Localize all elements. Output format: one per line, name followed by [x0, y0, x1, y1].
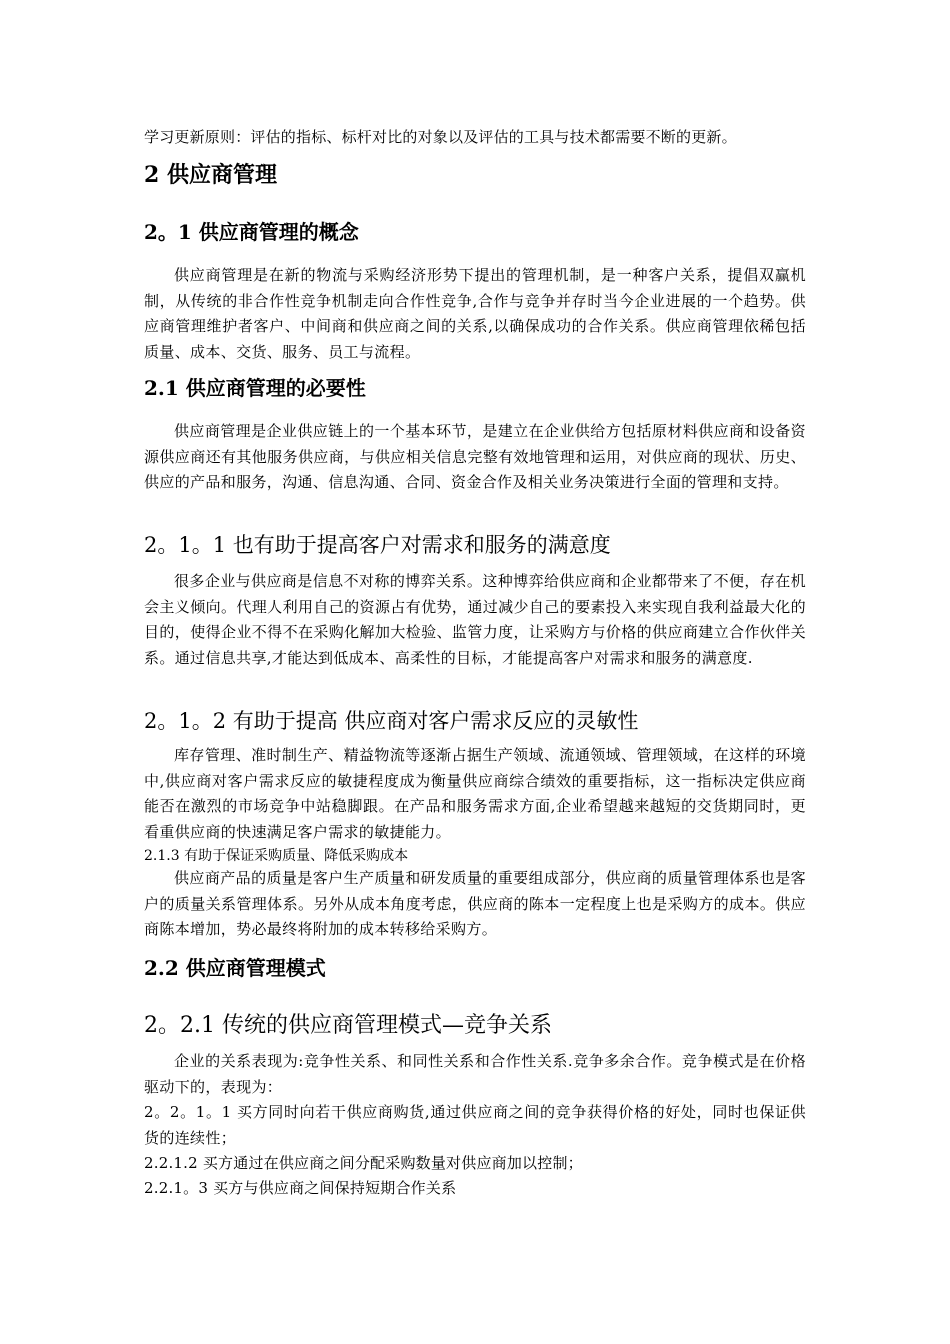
list-item-1: 2。2。1。1 买方同时向若干供应商购货,通过供应商之间的竞争获得价格的好处，同时也保证供货的连续性； [144, 1103, 806, 1147]
paragraph-sensitivity: 库存管理、准时制生产、精益物流等逐渐占据生产领域、流通领域、管理领域，在这样的环境中,供应商对客户需求反应的敏捷程度成为衡量供应商综合绩效的重要指标，这一指标决定供应商能否在激烈的市场竞争中站稳脚跟。在产品和服务需求方面,企业希望越来越短的交货期同时，更看重供应商的快速满足客户需求的敏捷能力。 [144, 746, 806, 841]
heading-2-1-1: 2。1。1 也有助于提高客户对需求和服务的满意度 [144, 533, 611, 557]
list-item-3: 2.2.1。3 买方与供应商之间保持短期合作关系 [144, 1179, 457, 1197]
paragraph-necessity: 供应商管理是企业供应链上的一个基本环节，是建立在企业供给方包括原材料供应商和设备资源供应商还有其他服务供应商，与供应相关信息完整有效地管理和运用，对供应商的现状、历史、供应的产品和服务，沟通、信息沟通、合同、资金合作及相关业务决策进行全面的管理和支持。 [144, 422, 806, 491]
heading-2-1-3: 2.1.3 有助于保证采购质量、降低采购成本 [144, 848, 409, 864]
heading-2-1-2: 2。1。2 有助于提高 供应商对客户需求反应的灵敏性 [144, 709, 639, 733]
heading-2: 2 供应商管理 [144, 162, 277, 188]
heading-2-1-concept: 2。1 供应商管理的概念 [144, 220, 359, 244]
heading-2-2: 2.2 供应商管理模式 [144, 956, 326, 980]
intro-line: 学习更新原则：评估的指标、标杆对比的对象以及评估的工具与技术都需要不断的更新。 [144, 128, 737, 146]
heading-2-1: 2.1 供应商管理的必要性 [144, 376, 366, 400]
list-item-2: 2.2.1.2 买方通过在供应商之间分配采购数量对供应商加以控制； [144, 1154, 583, 1172]
heading-2-2-1: 2。2.1 传统的供应商管理模式—竞争关系 [144, 1013, 552, 1038]
paragraph-concept: 供应商管理是在新的物流与采购经济形势下提出的管理机制，是一种客户关系，提倡双赢机制，从传统的非合作性竞争机制走向合作性竞争,合作与竞争并存时当今企业进展的一个趋势。供应商管理维护者客户、中间商和供应商之间的关系,以确保成功的合作关系。供应商管理依稀包括质量、成本、交货、服务、员工与流程。 [144, 266, 806, 361]
paragraph-competition: 企业的关系表现为:竞争性关系、和同性关系和合作性关系.竞争多余合作。竞争模式是在价格驱动下的，表现为： [144, 1052, 806, 1096]
paragraph-satisfaction: 很多企业与供应商是信息不对称的博弈关系。这种博弈给供应商和企业都带来了不便，存在机会主义倾向。代理人利用自己的资源占有优势，通过减少自己的要素投入来实现自我利益最大化的目的，使得企业不得不在采购化解加大检验、监管力度，让采购方与价格的供应商建立合作伙伴关系。通过信息共享,才能达到低成本、高柔性的目标，才能提高客户对需求和服务的满意度. [144, 572, 806, 667]
paragraph-quality: 供应商产品的质量是客户生产质量和研发质量的重要组成部分，供应商的质量管理体系也是客户的质量关系管理体系。另外从成本角度考虑，供应商的陈本一定程度上也是采购方的成本。供应商陈本增加，势必最终将附加的成本转移给采购方。 [144, 869, 806, 938]
